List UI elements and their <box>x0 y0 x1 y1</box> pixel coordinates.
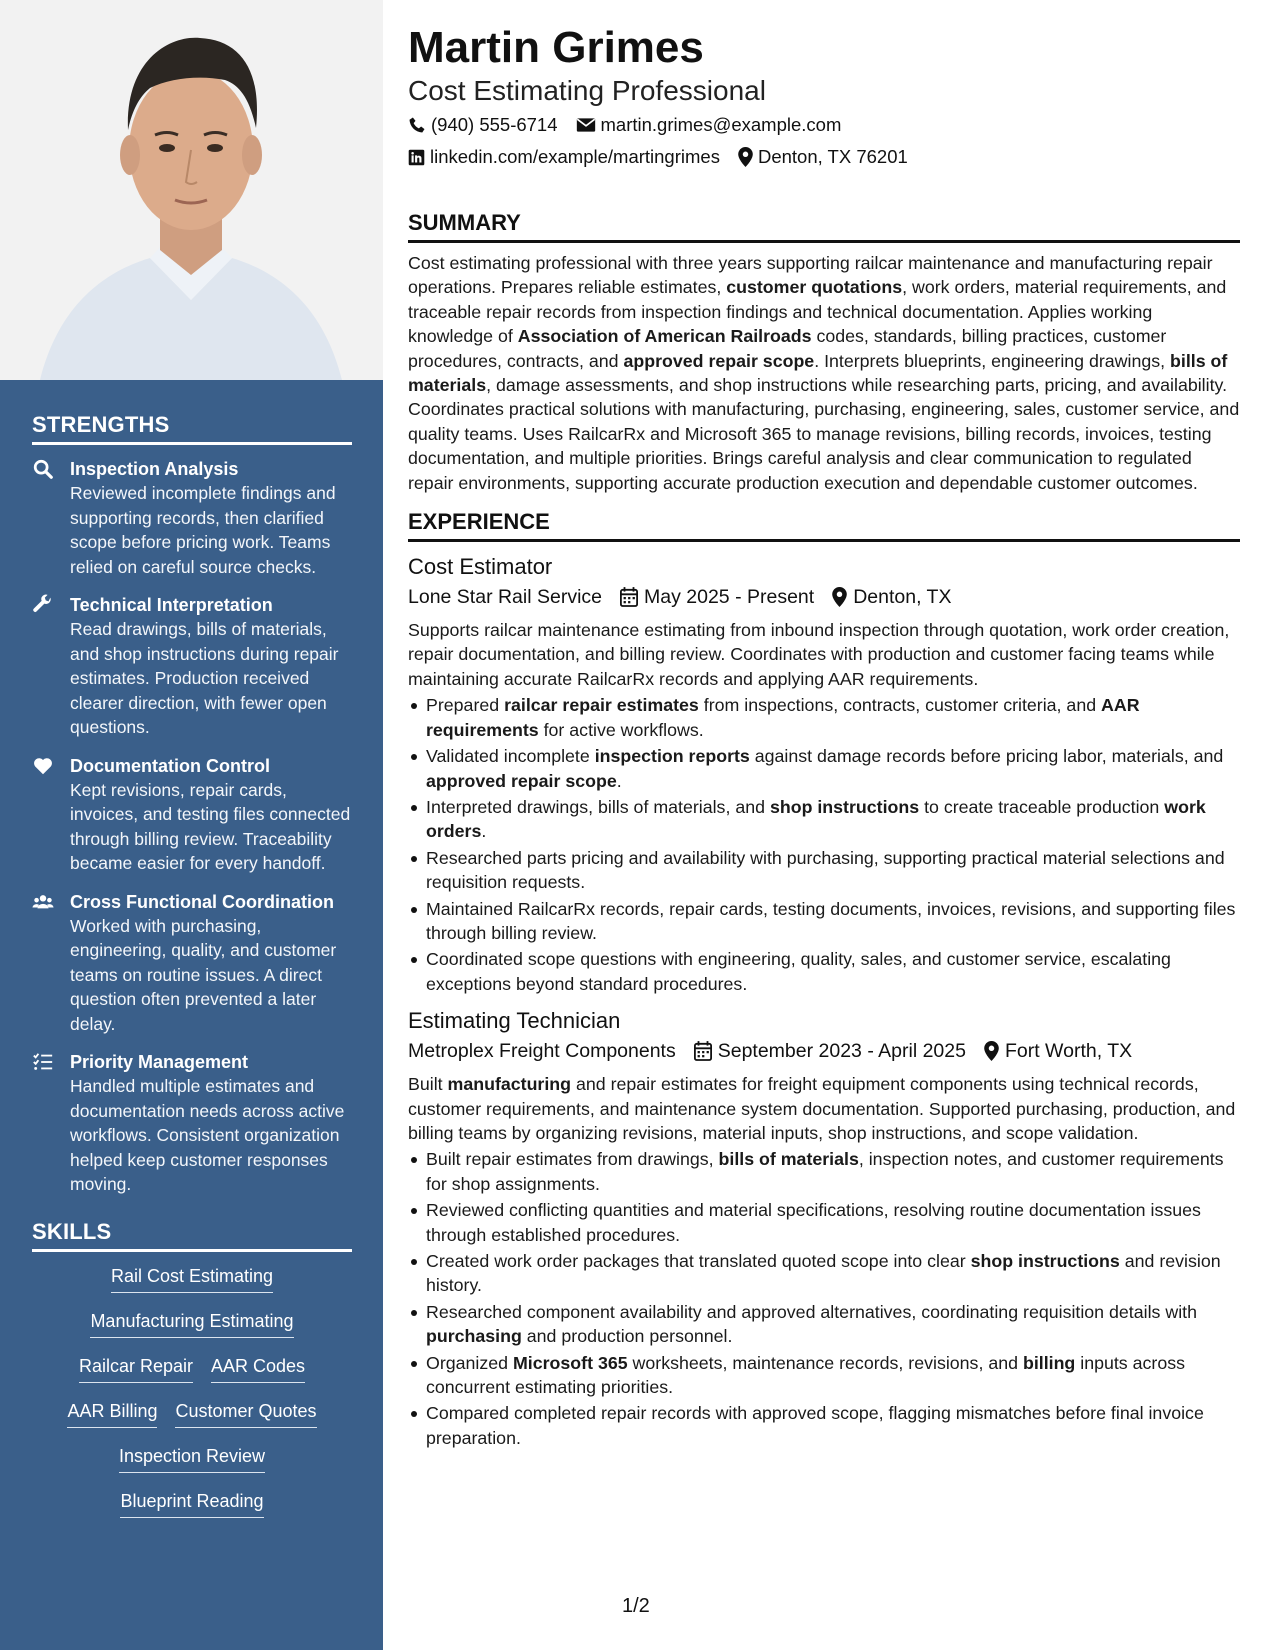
bullet-item: Maintained RailcarRx records, repair cards, testing documents, invoices, revisions, and supporting files through billing review. <box>408 897 1240 946</box>
job-intro: Built manufacturing and repair estimates for freight equipment components using technical records, customer requirements, and maintenance system documentation. Supported purchasing, production, and billing teams by organizing revisions, material inputs, shop instructions, and scope validation. <box>408 1074 1236 1143</box>
strength-title: Documentation Control <box>70 755 270 776</box>
wrench-icon <box>32 594 54 616</box>
email-text[interactable]: martin.grimes@example.com <box>600 114 842 135</box>
bullet-item: Reviewed conflicting quantities and material specifications, resolving routine documentation issues through established procedures. <box>408 1198 1240 1247</box>
candidate-name: Martin Grimes <box>408 23 704 72</box>
page-number: 1/2 <box>622 1595 650 1617</box>
skill-tag: Railcar Repair <box>79 1354 193 1383</box>
location-text: Denton, TX 76201 <box>757 146 908 167</box>
job-dates: September 2023 - April 2025 <box>717 1040 966 1063</box>
job-location: Fort Worth, TX <box>1004 1040 1133 1063</box>
strengths-heading: STRENGTHS <box>32 412 352 445</box>
candidate-title: Cost Estimating Professional <box>408 75 766 106</box>
bullet-item: Compared completed repair records with approved scope, flagging mismatches before final invoice preparation. <box>408 1401 1240 1450</box>
skill-tag: Customer Quotes <box>175 1399 316 1428</box>
bullet-item: Researched parts pricing and availability with purchasing, supporting practical material selections and requisition requests. <box>408 846 1240 895</box>
skill-tag: Blueprint Reading <box>120 1489 263 1518</box>
linkedin-icon <box>408 149 425 166</box>
strength-item <box>32 890 352 1037</box>
job-meta <box>408 1036 1240 1066</box>
skills-heading: SKILLS <box>32 1219 352 1252</box>
strength-title: Priority Management <box>70 1052 249 1072</box>
skill-tag: AAR Codes <box>211 1354 305 1383</box>
phone-icon <box>408 116 426 134</box>
job-entry <box>408 1006 1240 1450</box>
bullet-item: Coordinated scope questions with engineering, quality, sales, and customer service, escalating exceptions beyond standard procedures. <box>408 947 1240 996</box>
bullet-item: Organized Microsoft 365 worksheets, maintenance records, revisions, and billing inputs across concurrent estimating priorities. <box>408 1351 1240 1400</box>
map-pin-icon <box>738 147 753 167</box>
bullet-item: Interpreted drawings, bills of materials, and shop instructions to create traceable production work orders. <box>408 795 1240 844</box>
company-name: Lone Star Rail Service <box>408 586 603 609</box>
skills-list <box>32 1264 352 1534</box>
strength-desc: Handled multiple estimates and documentation needs across active workflows. Consistent organization helped keep customer responses moving. <box>70 1076 345 1194</box>
strength-title: Inspection Analysis <box>70 459 239 479</box>
skill-tag: Inspection Review <box>119 1444 265 1473</box>
skill-tag: AAR Billing <box>67 1399 157 1428</box>
sidebar <box>0 0 383 1650</box>
job-dates: May 2025 - Present <box>644 586 815 609</box>
bullet-item: Built repair estimates from drawings, bills of materials, inspection notes, and customer requirements for shop assignments. <box>408 1147 1240 1196</box>
calendar-icon <box>620 587 638 607</box>
job-entry <box>408 552 1240 996</box>
bullet-item: Prepared railcar repair estimates from inspections, contracts, customer criteria, and AAR requirements for active workflows. <box>408 693 1240 742</box>
phone <box>408 110 558 140</box>
strength-item <box>32 754 352 876</box>
strength-desc: Kept revisions, repair cards, invoices, and testing files connected through billing review. Traceability became easier for every handoff. <box>70 779 351 873</box>
list-check-icon <box>32 1051 54 1073</box>
bullet-item: Validated incomplete inspection reports against damage records before pricing labor, materials, and approved repair scope. <box>408 744 1240 793</box>
contact-row <box>408 110 1240 140</box>
job-bullets <box>408 693 1240 996</box>
envelope-icon <box>576 117 596 133</box>
profile-photo <box>0 0 383 380</box>
email[interactable] <box>576 110 842 140</box>
users-icon <box>32 891 54 913</box>
summary-heading: SUMMARY <box>408 210 1240 243</box>
linkedin-text[interactable]: linkedin.com/example/martingrimes <box>430 146 720 167</box>
strength-title: Technical Interpretation <box>70 595 273 615</box>
strength-item <box>32 457 352 579</box>
map-pin-icon <box>984 1041 999 1061</box>
job-bullets <box>408 1147 1240 1450</box>
heart-icon <box>32 755 54 777</box>
skill-tag: Rail Cost Estimating <box>111 1264 273 1293</box>
strength-title: Cross Functional Coordination <box>70 891 334 912</box>
strength-desc: Worked with purchasing, engineering, quality, and customer teams on routine issues. A direct question often prevented a later delay. <box>70 915 337 1034</box>
job-intro: Supports railcar maintenance estimating from inbound inspection through quotation, work order creation, repair documentation, and billing review. Coordinates with production and customer facing teams while maintaining accurate RailcarRx records and applying AAR requirements. <box>408 620 1230 689</box>
search-icon <box>32 458 54 480</box>
bullet-item: Researched component availability and approved alternatives, coordinating requisition details with purchasing and production personnel. <box>408 1300 1240 1349</box>
summary-text: Cost estimating professional with three years supporting railcar maintenance and manufacturing repair operations. Prepares reliable estimates, customer quotations, work orders, material requirements, and traceable repair records from inspection findings and technical documentation. Applies working knowledge of Association of American Railroads codes, standards, billing practices, customer procedures, contracts, and approved repair scope. Interprets blueprints, engineering drawings, bills of materials, damage assessments, and shop instructions while researching parts, pricing, and availability. Coordinates practical solutions with manufacturing, purchasing, engineering, sales, customer service, and quality teams. Uses RailcarRx and Microsoft 365 to manage revisions, billing records, invoices, testing documentation, and multiple priorities. Brings careful analysis and clear communication to regulated repair environments, supporting accurate production execution and dependable customer outcomes. <box>408 253 1240 493</box>
job-title: Cost Estimator <box>408 554 553 580</box>
calendar-icon <box>694 1041 712 1061</box>
strength-desc: Read drawings, bills of materials, and shop instructions during repair estimates. Production received clearer direction, with fewer open questions. <box>70 619 339 737</box>
bullet-item: Created work order packages that translated quoted scope into clear shop instructions and revision history. <box>408 1249 1240 1298</box>
phone-text: (940) 555-6714 <box>431 114 558 135</box>
experience-heading: EXPERIENCE <box>408 509 1240 542</box>
contact-row <box>408 142 1240 172</box>
job-title: Estimating Technician <box>408 1008 621 1034</box>
main-content <box>408 22 1240 1452</box>
linkedin[interactable] <box>408 142 720 172</box>
strength-item <box>32 593 352 740</box>
company-name: Metroplex Freight Components <box>408 1040 676 1063</box>
strength-desc: Reviewed incomplete findings and supporting records, then clarified scope before pricing work. Teams relied on careful source checks. <box>70 483 336 577</box>
location <box>738 142 908 172</box>
strength-item <box>32 1050 352 1197</box>
job-meta <box>408 582 1240 612</box>
skill-tag: Manufacturing Estimating <box>90 1309 293 1338</box>
job-location: Denton, TX <box>853 586 952 609</box>
map-pin-icon <box>832 587 847 607</box>
